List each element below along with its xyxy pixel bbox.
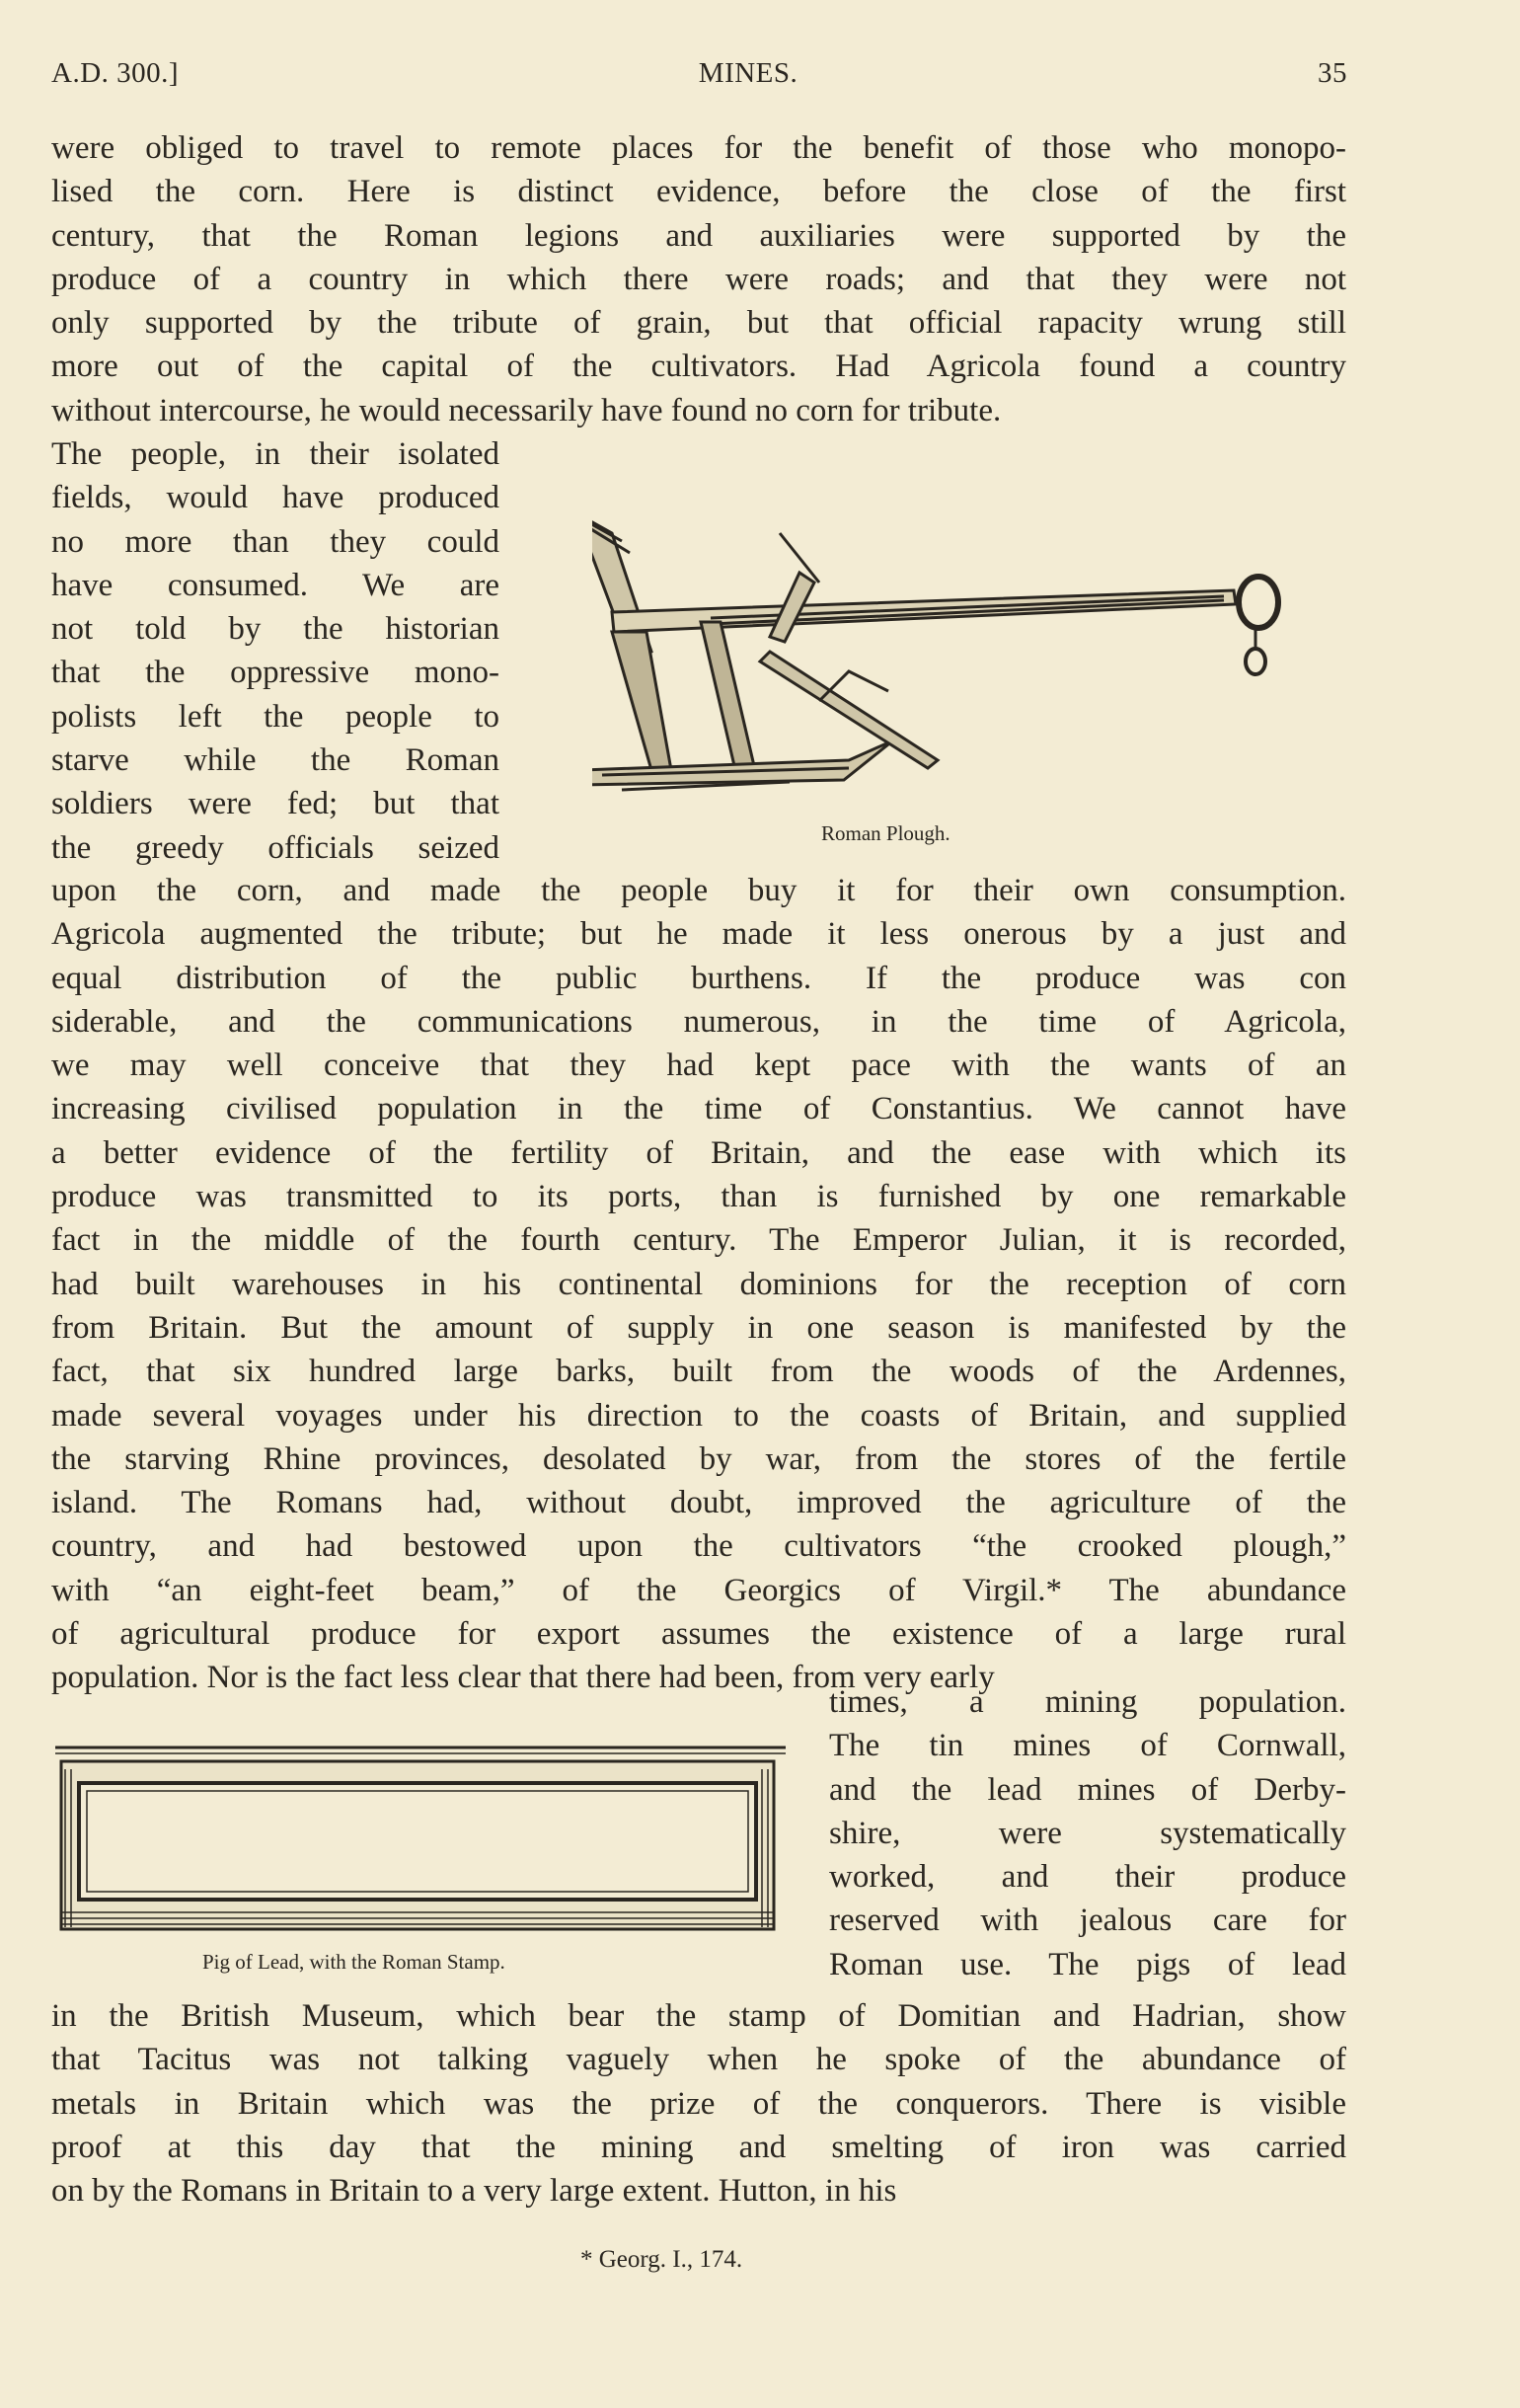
text-line: reserved with jealous care for xyxy=(829,1903,1346,1939)
text-line: upon the corn, and made the people buy it for their own consumption. xyxy=(51,873,1346,908)
text-line: and the lead mines of Derby- xyxy=(829,1771,1346,1808)
text-line: produce was transmitted to its ports, than is furnished by one remarkable xyxy=(51,1179,1346,1215)
text-line: had built warehouses in his continental dominions for the reception of corn xyxy=(51,1266,1346,1302)
text-line: siderable, and the communications numerous, in the time of Agricola, xyxy=(51,1003,1346,1040)
pig-of-lead-caption: Pig of Lead, with the Roman Stamp. xyxy=(202,1950,505,1974)
text-line: have consumed. We are xyxy=(51,567,499,603)
text-line: fact, that six hundred large barks, built from the woods of the Ardennes, xyxy=(51,1354,1346,1390)
text-line: metals in Britain which was the prize of the conquerors. There is visible xyxy=(51,2085,1346,2122)
text-line: soldiers were fed; but that xyxy=(51,786,499,822)
text-line: population. Nor is the fact less clear that there had been, from very early xyxy=(51,1660,995,1696)
text-line: polists left the people to xyxy=(51,698,499,735)
text-line: proof at this day that the mining and smelting of iron was carried xyxy=(51,2129,1346,2165)
text-line: made several voyages under his direction to the coasts of Britain, and supplied xyxy=(51,1397,1346,1434)
plough-caption: Roman Plough. xyxy=(821,821,950,845)
text-line: not told by the historian xyxy=(51,611,499,648)
text-block-left-of-plough xyxy=(51,432,499,870)
text-line: on by the Romans in Britain to a very large extent. Hutton, in his xyxy=(51,2173,897,2210)
text-line: produce of a country in which there were roads; and that they were not xyxy=(51,261,1346,297)
text-line: we may well conceive that they had kept pace with the wants of an xyxy=(51,1048,1346,1084)
text-line: The tin mines of Cornwall, xyxy=(829,1728,1346,1764)
text-line: from Britain. But the amount of supply in one season is manifested by the xyxy=(51,1309,1346,1346)
page-number: 35 xyxy=(1318,57,1347,89)
text-line: fields, would have produced xyxy=(51,480,499,516)
text-block-top xyxy=(51,126,1346,432)
text-line: Agricola augmented the tribute; but he made it less onerous by a just and xyxy=(51,916,1346,953)
text-line: lised the corn. Here is distinct evidence, before the close of the first xyxy=(51,174,1346,210)
text-line: shire, were systematically xyxy=(829,1815,1346,1851)
text-block-right-of-pig xyxy=(829,1680,1346,1986)
text-line: of agricultural produce for export assumes the existence of a large rural xyxy=(51,1616,1346,1653)
text-line: equal distribution of the public burthens. If the produce was con xyxy=(51,960,1346,996)
text-line: no more than they could xyxy=(51,523,499,560)
text-line: increasing civilised population in the time of Constantius. We cannot have xyxy=(51,1091,1346,1127)
text-line: that the oppressive mono- xyxy=(51,655,499,691)
text-line: country, and had bestowed upon the cultivators “the crooked plough,” xyxy=(51,1528,1346,1565)
text-line: without intercourse, he would necessarily have found no corn for tribute. xyxy=(51,392,1002,428)
text-line: in the British Museum, which bear the stamp of Domitian and Hadrian, show xyxy=(51,1998,1346,2034)
text-line: Roman use. The pigs of lead xyxy=(829,1946,1346,1982)
roman-plough-illustration xyxy=(592,474,1342,810)
text-line: The people, in their isolated xyxy=(51,436,499,472)
text-line: times, a mining population. xyxy=(829,1684,1346,1720)
text-line: century, that the Roman legions and auxiliaries were supported by the xyxy=(51,217,1346,254)
text-line: island. The Romans had, without doubt, improved the agriculture of the xyxy=(51,1485,1346,1521)
text-line: with “an eight-feet beam,” of the Georgics of Virgil.* The abundance xyxy=(51,1572,1346,1608)
footnote: * Georg. I., 174. xyxy=(580,2246,743,2273)
text-block-middle xyxy=(51,869,1346,1700)
text-line: a better evidence of the fertility of Britain, and the ease with which its xyxy=(51,1134,1346,1171)
text-line: the starving Rhine provinces, desolated by war, from the stores of the fertile xyxy=(51,1440,1346,1477)
running-head xyxy=(51,57,1347,90)
text-line: the greedy officials seized xyxy=(51,829,499,866)
header-date: A.D. 300.] xyxy=(51,57,180,89)
pig-of-lead-illustration xyxy=(55,1740,805,1937)
text-line: were obliged to travel to remote places for the benefit of those who monopo- xyxy=(51,130,1346,166)
text-line: more out of the capital of the cultivators. Had Agricola found a country xyxy=(51,349,1346,385)
text-line: fact in the middle of the fourth century. The Emperor Julian, it is recorded, xyxy=(51,1222,1346,1259)
text-line: only supported by the tribute of grain, but that official rapacity wrung still xyxy=(51,305,1346,342)
text-line: that Tacitus was not talking vaguely when he spoke of the abundance of xyxy=(51,2042,1346,2078)
text-line: starve while the Roman xyxy=(51,742,499,779)
text-line: worked, and their produce xyxy=(829,1859,1346,1896)
text-block-bottom xyxy=(51,1994,1346,2213)
header-title: MINES. xyxy=(698,57,798,89)
